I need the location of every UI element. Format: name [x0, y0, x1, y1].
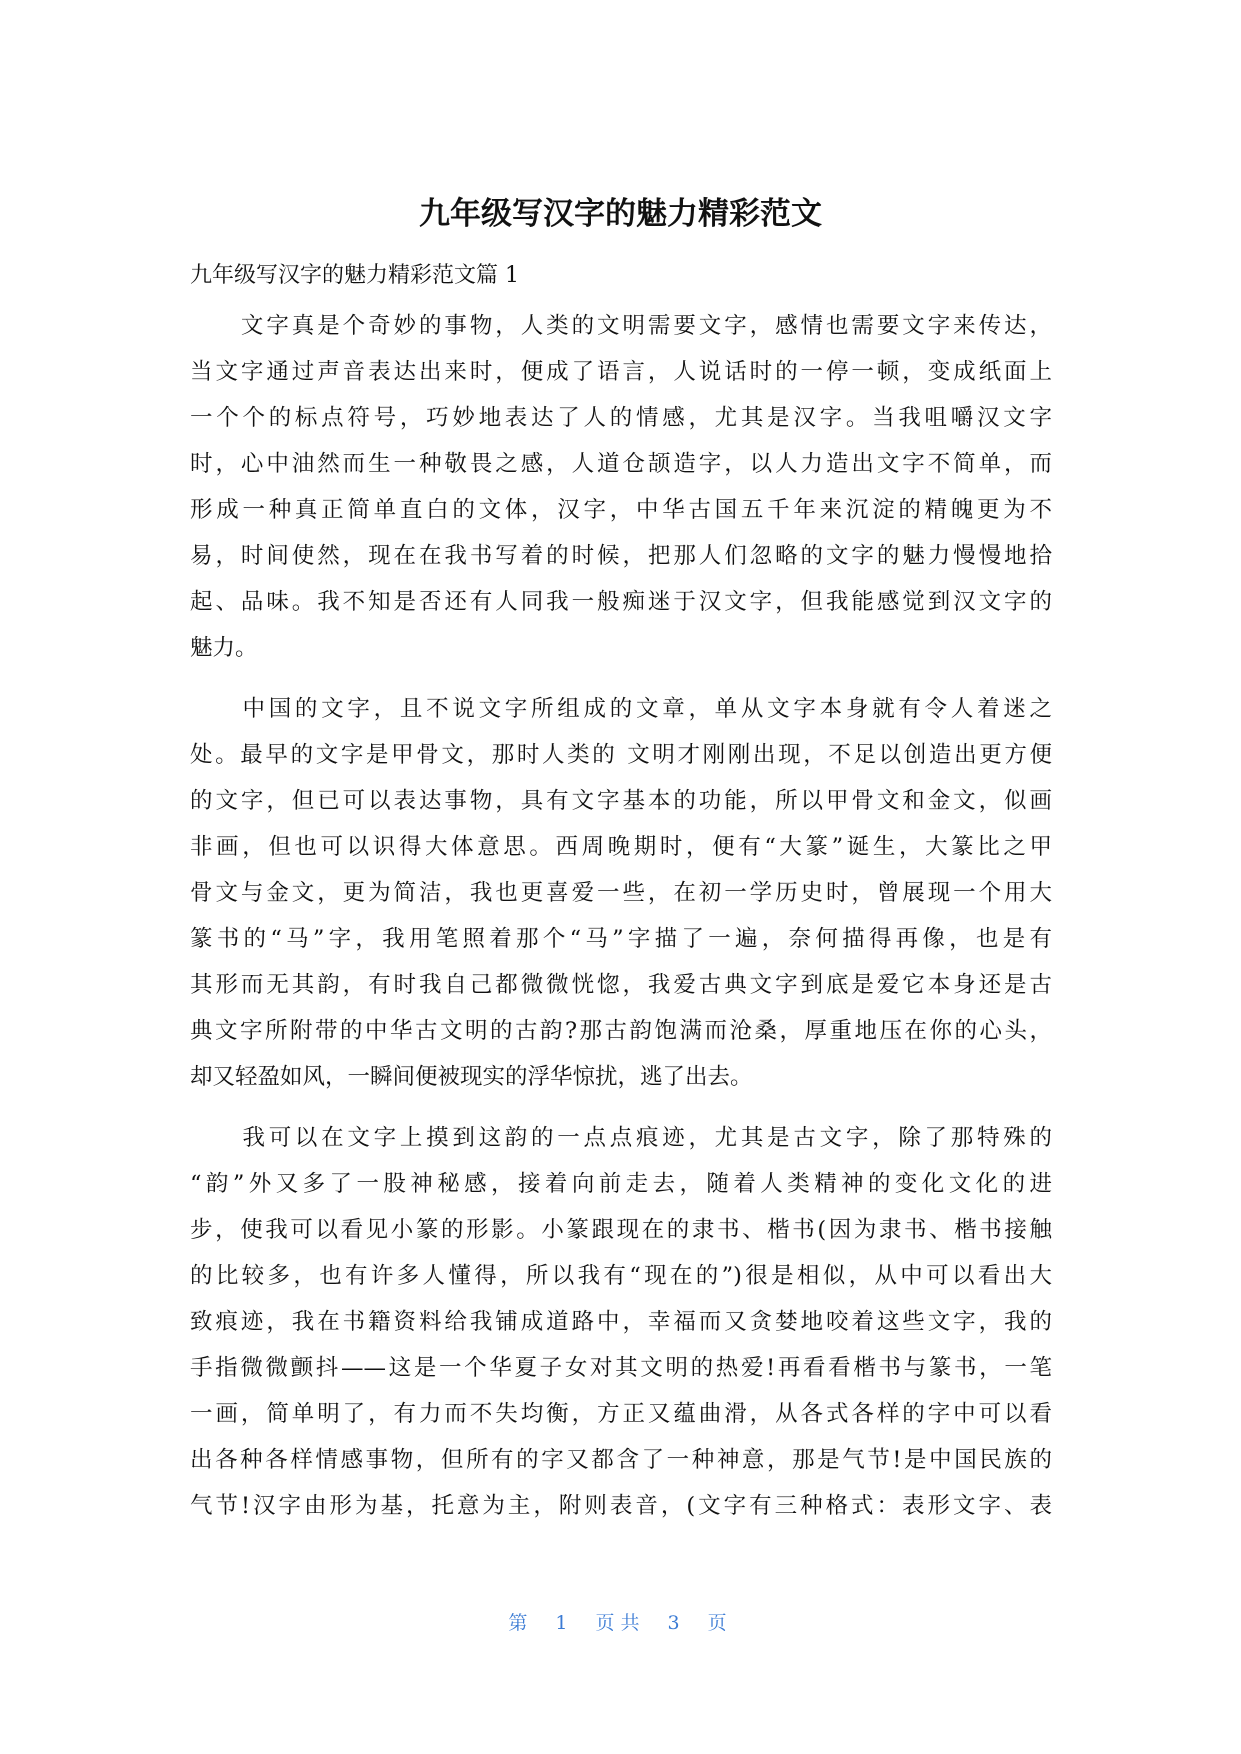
text-line: 文字真是个奇妙的事物，人类的文明需要文字，感情也需要文字来传达， [190, 313, 1052, 339]
text-line: 一个个的标点符号，巧妙地表达了人的情感，尤其是汉字。当我咀嚼汉文字 [190, 405, 1052, 431]
text-line: 致痕迹，我在书籍资料给我铺成道路中，幸福而又贪婪地咬着这些文字，我的 [190, 1309, 1052, 1335]
text-line: 我可以在文字上摸到这韵的一点点痕迹，尤其是古文字，除了那特殊的 [190, 1125, 1052, 1151]
text-line: 气节!汉字由形为基，托意为主，附则表音，(文字有三种格式：表形文字、表 [190, 1493, 1052, 1519]
text-line: “韵”外又多了一股神秘感，接着向前走去，随着人类精神的变化文化的进 [190, 1171, 1052, 1197]
text-line: 出各种各样情感事物，但所有的字又都含了一种神意，那是气节!是中国民族的 [190, 1447, 1052, 1473]
text-line: 骨文与金文，更为简洁，我也更喜爱一些，在初一学历史时，曾展现一个用大 [190, 880, 1052, 906]
text-line: 篆书的“马”字，我用笔照着那个“马”字描了一遍，奈何描得再像，也是有 [190, 926, 1052, 952]
text-line: 中国的文字，且不说文字所组成的文章，单从文字本身就有令人着迷之 [190, 696, 1052, 722]
text-line: 步，使我可以看见小篆的形影。小篆跟现在的隶书、楷书(因为隶书、楷书接触 [190, 1217, 1052, 1243]
text-line: 其形而无其韵，有时我自己都微微恍惚，我爱古典文字到底是爱它本身还是古 [190, 972, 1052, 998]
text-line: 一画，简单明了，有力而不失均衡，方正又蕴曲滑，从各式各样的字中可以看 [190, 1401, 1052, 1427]
text-line: 形成一种真正简单直白的文体，汉字，中华古国五千年来沉淀的精魄更为不 [190, 497, 1052, 523]
text-line: 却又轻盈如风，一瞬间便被现实的浮华惊扰，逃了出去。 [190, 1064, 753, 1090]
text-line: 非画，但也可以识得大体意思。西周晚期时，便有“大篆”诞生，大篆比之甲 [190, 834, 1052, 860]
text-line: 当文字通过声音表达出来时，便成了语言，人说话时的一停一顿，变成纸面上 [190, 359, 1052, 385]
text-line: 手指微微颤抖——这是一个华夏子女对其文明的热爱!再看看楷书与篆书，一笔 [190, 1355, 1052, 1381]
text-line: 典文字所附带的中华古文明的古韵?那古韵饱满而沧桑，厚重地压在你的心头， [190, 1018, 1052, 1044]
text-line: 起、品味。我不知是否还有人同我一般痴迷于汉文字，但我能感觉到汉文字的 [190, 589, 1052, 615]
text-line: 的比较多，也有许多人懂得，所以我有“现在的”)很是相似，从中可以看出大 [190, 1263, 1052, 1289]
article-heading: 九年级写汉字的魅力精彩范文篇 1 [190, 263, 519, 288]
document-title: 九年级写汉字的魅力精彩范文 [419, 196, 822, 232]
text-line: 时，心中油然而生一种敬畏之感，人道仓颉造字，以人力造出文字不简单，而 [190, 451, 1052, 477]
text-line: 易，时间使然，现在在我书写着的时候，把那人们忽略的文字的魅力慢慢地拾 [190, 543, 1052, 569]
text-line: 处。最早的文字是甲骨文，那时人类的 文明才刚刚出现，不足以创造出更方便 [190, 742, 1052, 768]
page-number-footer: 第 1 页共 3 页 [508, 1612, 733, 1634]
text-line: 魅力。 [190, 635, 258, 661]
text-line: 的文字，但已可以表达事物，具有文字基本的功能，所以甲骨文和金文，似画 [190, 788, 1052, 814]
